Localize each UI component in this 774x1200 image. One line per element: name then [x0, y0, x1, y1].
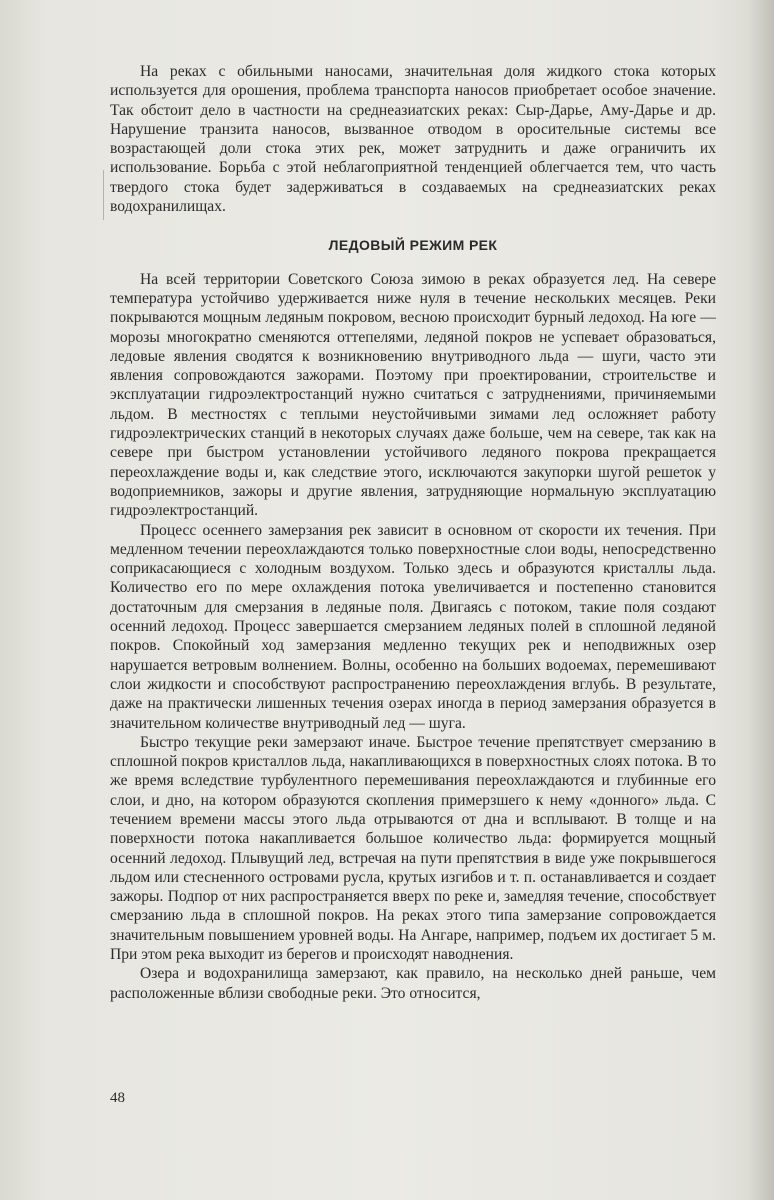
page-number: 48 [110, 1090, 125, 1106]
margin-pencil-mark [103, 170, 104, 220]
paragraph-fast-rivers: Быстро текущие реки замерзают иначе. Быстрое течение препятствует смерзанию в сплошной покров кристаллов льда, накапливающихся в поверхностных слоях потока. В то же время вследствие турбулентного перемешивания переохлаждаются и глубинные его слои, и дно, на котором образуются скопления примерзшего к нему «донного» льда. С течением времени массы этого льда отрываются от дна и всплывают. В толще и на поверхности потока накапливается большое количество льда: формируется мощный осенний ледоход. Плывущий лед, встречая на пути препятствия в виде уже покрывшегося льдом или стесненного островами русла, крутых изгибов и т. п. останавливается и создает зажоры. Подпор от них распространяется вверх по реке и, замедляя течение, способствует смерзанию льда в сплошной покров. На реках этого типа замерзание сопровождается значительным повышением уровней воды. На Ангаре, например, подъем их достигает 5 м. При этом река выходит из берегов и происходят наводнения. [110, 733, 716, 964]
paragraph-ice-overview: На всей территории Советского Союза зимою в реках образуется лед. На севере температура устойчиво удерживается ниже нуля в течение нескольких месяцев. Реки покрываются мощным ледяным покровом, весною происходит бурный ледоход. На юге — морозы многократно сменяются оттепелями, ледяной покров не успевает образоваться, ледовые явления сводятся к возникновению внутриводного льда — шуги, часто эти явления сопровождаются зажорами. Поэтому при проектировании, строительстве и эксплуатации гидроэлектростанций нужно считаться с затруднениями, причиняемыми льдом. В местностях с теплыми неустойчивыми зимами лед осложняет работу гидроэлектрических станций в некоторых случаях даже больше, чем на севере, так как на севере при быстром установлении устойчивого ледяного покрова прекращается переохлаждение воды и, как следствие этого, исключаются закупорки шугой решеток у водоприемников, зажоры и другие явления, затрудняющие нормальную эксплуатацию гидроэлектростанций. [110, 270, 716, 520]
paragraph-lakes-reservoirs: Озера и водохранилища замерзают, как правило, на несколько дней раньше, чем расположенные вблизи свободные реки. Это относится, [110, 965, 716, 1002]
paragraph-autumn-freezing: Процесс осеннего замерзания рек зависит в основном от скорости их течения. При медленном течении переохлаждаются только поверхностные слои воды, непосредственно соприкасающиеся с холодным воздухом. Только здесь и образуются кристаллы льда. Количество его по мере охлаждения потока увеличивается и постепенно становится достаточным для смерзания в ледяные поля. Двигаясь с потоком, такие поля создают осенний ледоход. Процесс завершается смерзанием ледяных полей в сплошной ледяной покров. Спокойный ход замерзания медленно текущих рек и неподвижных озер нарушается ветровым волнением. Волны, особенно на больших водоемах, перемешивают слои жидкости и способствуют распространению переохлаждения вглубь. В результате, даже на практически лишенных течения озерах иногда в период замерзания образуется в значительном количестве внутриводный лед — шуга. [110, 521, 716, 732]
section-heading: ЛЕДОВЫЙ РЕЖИМ РЕК [328, 237, 498, 254]
paragraph-sediment-transport: На реках с обильными наносами, значительная доля жидкого стока которых используется для орошения, проблема транспорта наносов приобретает особое значение. Так обстоит дело в частности на среднеазиатских реках: Сыр-Дарье, Аму-Дарье и др. Нарушение транзита наносов, вызванное отводом в оросительные системы все возрастающей доли стока этих рек, может затруднить и даже ограничить их использование. Борьба с этой неблагоприятной тенденцией облегчается тем, что часть твердого стока будет задерживаться в создаваемых на среднеазиатских реках водохранилищах. [110, 63, 716, 216]
page-body-text [110, 62, 716, 1003]
page-spine-shadow [748, 0, 774, 1200]
